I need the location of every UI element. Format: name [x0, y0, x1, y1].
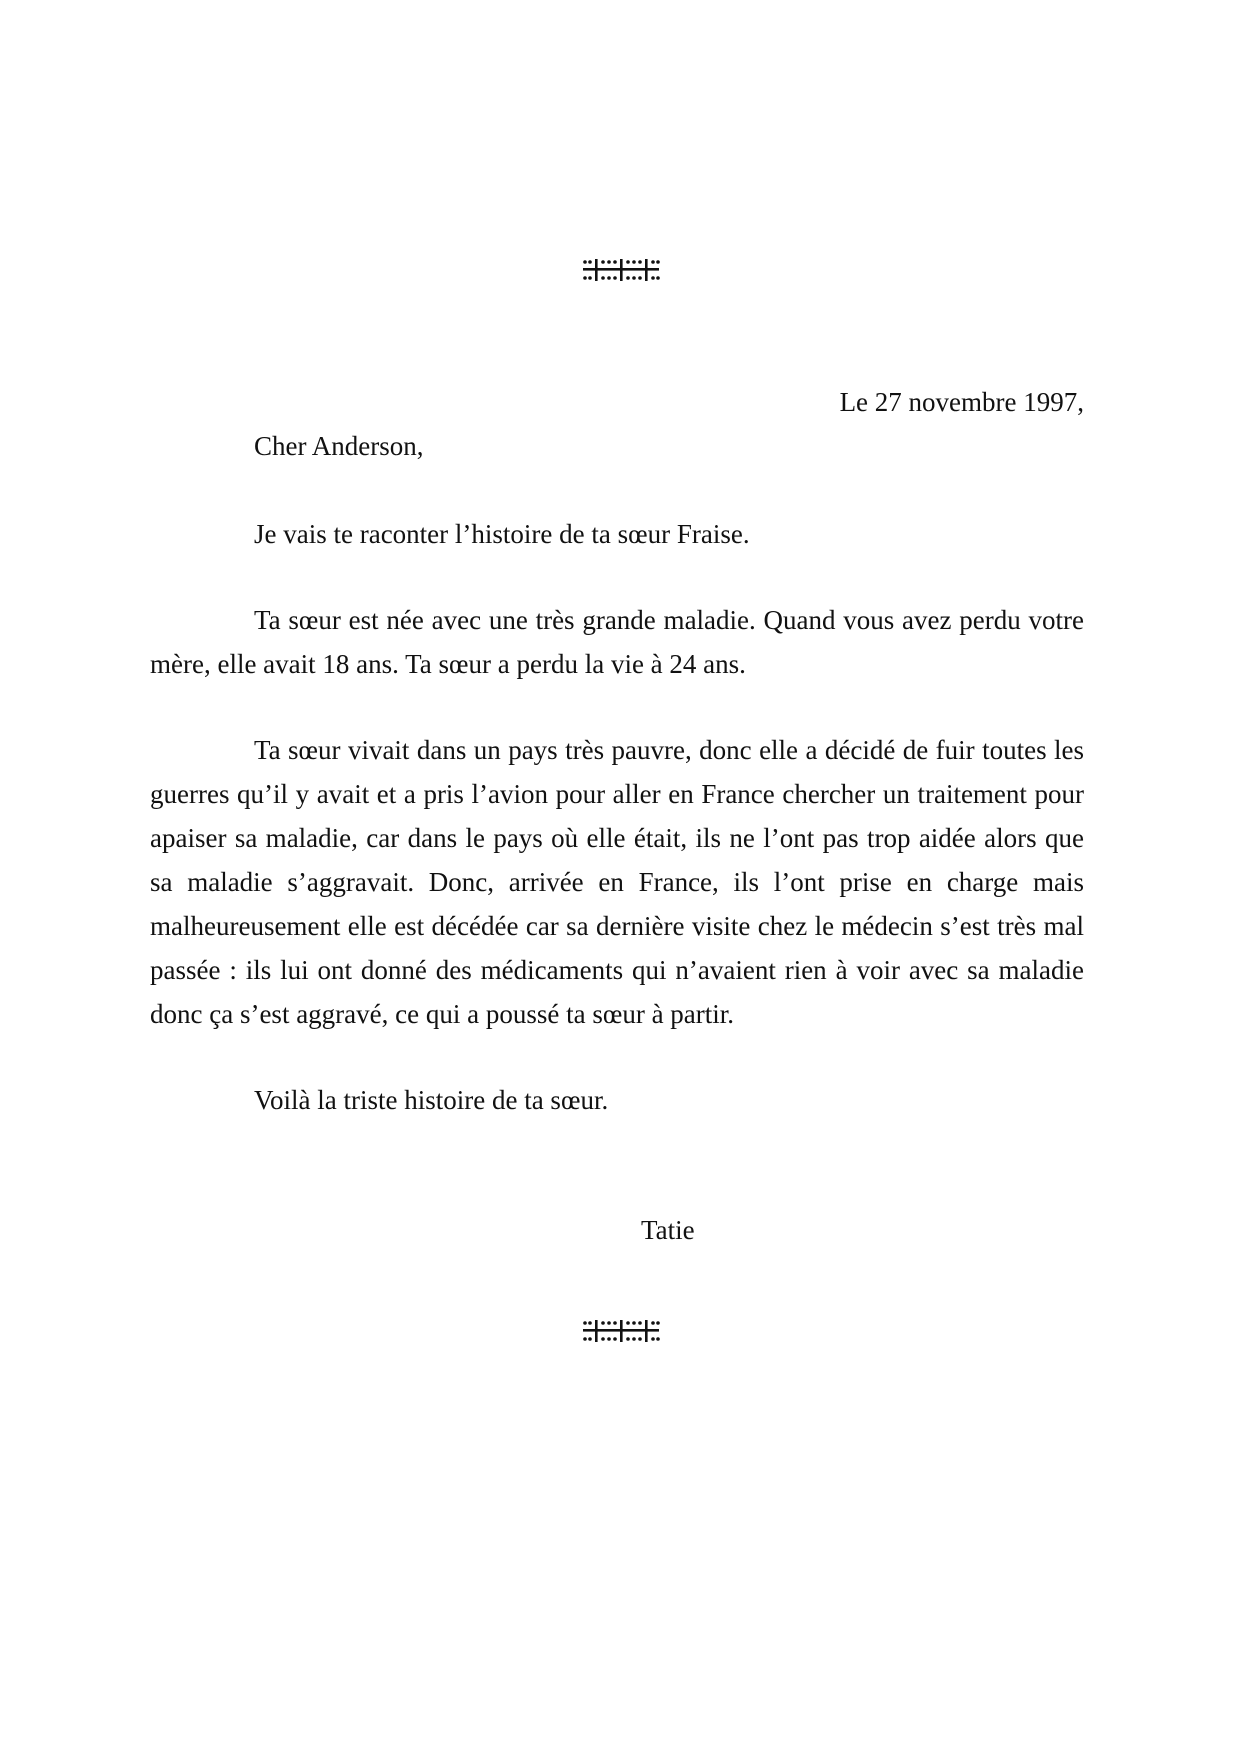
- letter-paragraph: Ta sœur vivait dans un pays très pauvre, donc elle a décidé de fuir toutes les guerres qu’il y avait et a pris l’avion pour aller en France chercher un traitement pour apaiser sa maladie, car dans le pays où elle était, ils ne l’ont pas trop aidée alors que sa maladie s’aggravait. Donc, arrivée en France, ils l’ont prise en charge mais malheureusement elle est décédée car sa dernière visite chez le médecin s’est très mal passée : ils lui ont donné des médicaments qui n’avaient rien à voir avec sa maladie donc ça s’est aggravé, ce qui a poussé ta sœur à partir.: [150, 735, 1084, 1029]
- letter-signature: Tatie: [641, 1215, 695, 1245]
- letter-salutation: Cher Anderson,: [254, 431, 424, 461]
- letter-date: Le 27 novembre 1997,: [839, 387, 1084, 417]
- letter-paragraph: Ta sœur est née avec une très grande maladie. Quand vous avez perdu votre mère, elle avait 18 ans. Ta sœur a perdu la vie à 24 ans.: [150, 605, 1084, 679]
- letter-paragraph: Voilà la triste histoire de ta sœur.: [254, 1085, 609, 1115]
- letter-paragraph: Je vais te raconter l’histoire de ta sœur Fraise.: [254, 519, 750, 549]
- dotted-ornament-icon: [581, 257, 661, 283]
- dotted-ornament-icon: [581, 1318, 661, 1344]
